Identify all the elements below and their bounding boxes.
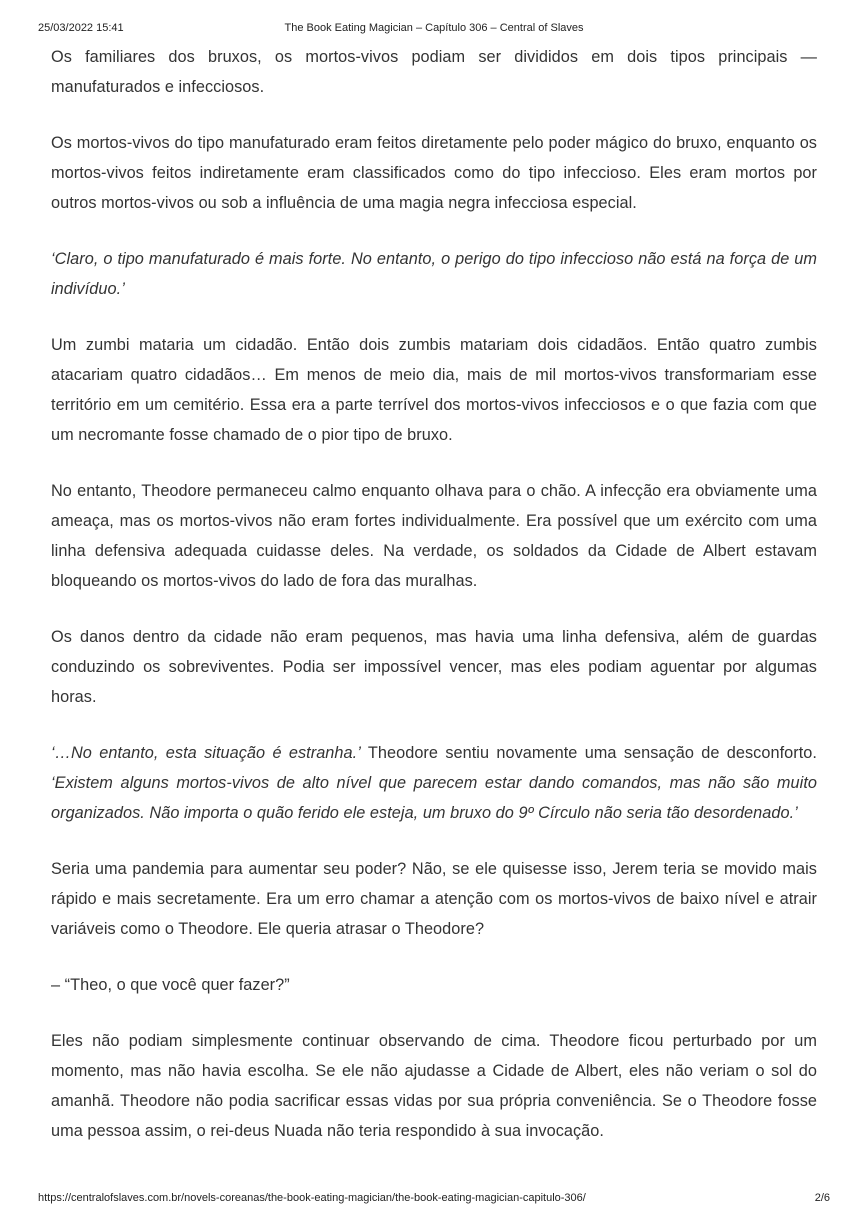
print-footer xyxy=(38,1192,830,1206)
paragraph: Um zumbi mataria um cidadão. Então dois zumbis matariam dois cidadãos. Então quatro zumbis atacariam quatro cidadãos… Em menos de meio dia, mais de mil mortos-vivos transformariam esse território em um cemitério. Essa era a parte terrível dos mortos-vivos infecciosos e o que fazia com que um necromante fosse chamado de o pior tipo de bruxo. xyxy=(51,336,817,444)
paragraph: Seria uma pandemia para aumentar seu poder? Não, se ele quisesse isso, Jerem teria se movido mais rápido e mais secretamente. Era um erro chamar a atenção com os mortos-vivos de baixo nível e atrair variáveis como o Theodore. Ele queria atrasar o Theodore? xyxy=(51,860,817,938)
print-page-title: The Book Eating Magician – Capítulo 306 – Central of Slaves xyxy=(284,22,584,34)
page-url: https://centralofslaves.com.br/novels-coreanas/the-book-eating-magician/the-book-eating-magician-capitulo-306/ xyxy=(38,1192,586,1204)
print-datetime: 25/03/2022 15:41 xyxy=(38,22,124,34)
paragraph: Os mortos-vivos do tipo manufaturado eram feitos diretamente pelo poder mágico do bruxo, enquanto os mortos-vivos feitos indiretamente eram classificados como do tipo infeccioso. Eles eram mortos por outros mortos-vivos ou sob a influência de uma magia negra infecciosa especial. xyxy=(51,134,817,212)
narration-text: Theodore sentiu novamente uma sensação de desconforto. xyxy=(360,744,817,762)
print-header xyxy=(38,22,830,36)
chapter-content xyxy=(51,42,817,1146)
paragraph: Os familiares dos bruxos, os mortos-vivos podiam ser divididos em dois tipos principais — manufaturados e infecciosos. xyxy=(51,48,817,96)
italic-thought: ‘Claro, o tipo manufaturado é mais forte. No entanto, o perigo do tipo infeccioso não está na força de um indivíduo.’ xyxy=(51,250,817,298)
italic-thought: ‘…No entanto, esta situação é estranha.’ xyxy=(51,744,361,762)
page-number: 2/6 xyxy=(814,1192,830,1204)
italic-thought: ‘Existem alguns mortos-vivos de alto nível que parecem estar dando comandos, mas não são muito organizados. Não importa o quão ferido ele esteja, um bruxo do 9º Círculo não seria tão desordenado.’ xyxy=(51,774,817,822)
dialogue-line: – “Theo, o que você quer fazer?” xyxy=(51,976,290,994)
paragraph-thought xyxy=(51,244,817,304)
paragraph: No entanto, Theodore permaneceu calmo enquanto olhava para o chão. A infecção era obviamente uma ameaça, mas os mortos-vivos não eram fortes individualmente. Era possível que um exército com uma linha defensiva adequada cuidasse deles. Na verdade, os soldados da Cidade de Albert estavam bloqueando os mortos-vivos do lado de fora das muralhas. xyxy=(51,482,817,590)
paragraph: Os danos dentro da cidade não eram pequenos, mas havia uma linha defensiva, além de guardas conduzindo os sobreviventes. Podia ser impossível vencer, mas eles podiam aguentar por algumas horas. xyxy=(51,628,817,706)
paragraph-mixed xyxy=(51,738,817,828)
paragraph: Eles não podiam simplesmente continuar observando de cima. Theodore ficou perturbado por um momento, mas não havia escolha. Se ele não ajudasse a Cidade de Albert, eles não veriam o sol do amanhã. Theodore não podia sacrificar essas vidas por sua própria conveniência. Se o Theodore fosse uma pessoa assim, o rei-deus Nuada não teria respondido à sua invocação. xyxy=(51,1032,817,1140)
